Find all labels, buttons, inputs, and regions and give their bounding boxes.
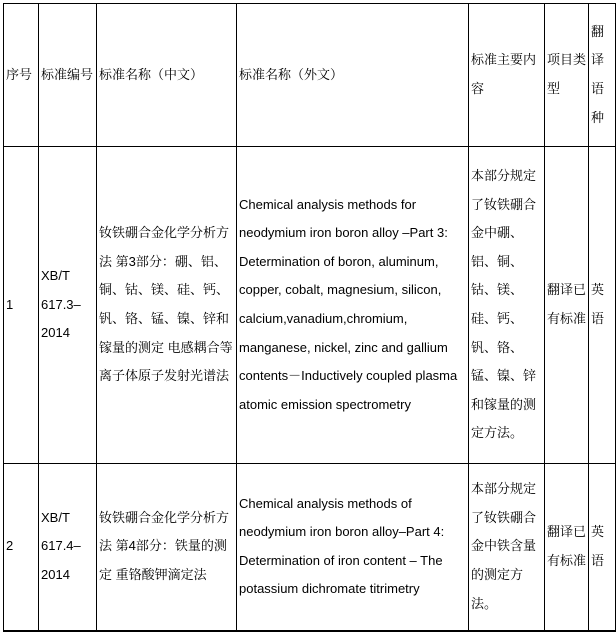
header-standard-name-zh: 标准名称（中文） xyxy=(97,4,237,147)
row1-standard-content: 本部分规定了钕铁硼合金中硼、铝、铜、钴、镁、硅、钙、钒、铬、锰、镍、锌和镓量的测定方法。 xyxy=(469,147,545,464)
row2-standard-name-en: Chemical analysis methods of neodymium iron boron alloy–Part 4: Determination of iron content – The potassium dichromate titrimetry xyxy=(237,464,469,631)
header-standard-content: 标准主要内容 xyxy=(469,4,545,147)
row1-standard-name-zh: 钕铁硼合金化学分析方法 第3部分：硼、铝、铜、钴、镁、硅、钙、钒、铬、锰、镍、锌和镓量的测定 电感耦合等离子体原子发射光谱法 xyxy=(97,147,237,464)
table-row xyxy=(4,464,616,631)
row1-translation-language: 英语 xyxy=(589,147,616,464)
header-standard-code: 标准编号 xyxy=(39,4,97,147)
row2-project-type: 翻译已有标准 xyxy=(545,464,589,631)
header-translation-language: 翻译语种 xyxy=(589,4,616,147)
header-project-type: 项目类型 xyxy=(545,4,589,147)
row2-serial-number: 2 xyxy=(4,464,39,631)
row2-standard-name-zh: 钕铁硼合金化学分析方法 第4部分：铁量的测定 重铬酸钾滴定法 xyxy=(97,464,237,631)
table-row xyxy=(4,147,616,464)
row2-standard-code: XB/T 617.4–2014 xyxy=(39,464,97,631)
header-serial-number: 序号 xyxy=(4,4,39,147)
header-standard-name-en: 标准名称（外文） xyxy=(237,4,469,147)
row1-project-type: 翻译已有标准 xyxy=(545,147,589,464)
standards-table xyxy=(3,3,616,632)
row1-standard-code: XB/T 617.3–2014 xyxy=(39,147,97,464)
table-header-row xyxy=(4,4,616,147)
row2-standard-content: 本部分规定了钕铁硼合金中铁含量的测定方法。 xyxy=(469,464,545,631)
row2-translation-language: 英语 xyxy=(589,464,616,631)
row1-serial-number: 1 xyxy=(4,147,39,464)
row1-standard-name-en: Chemical analysis methods for neodymium iron boron alloy –Part 3: Determination of boron, aluminum, copper, cobalt, magnesium, silicon, calcium,vanadium,chromium, manganese, nickel, zinc and gallium contents－Inductively coupled plasma atomic emission spectrometry xyxy=(237,147,469,464)
